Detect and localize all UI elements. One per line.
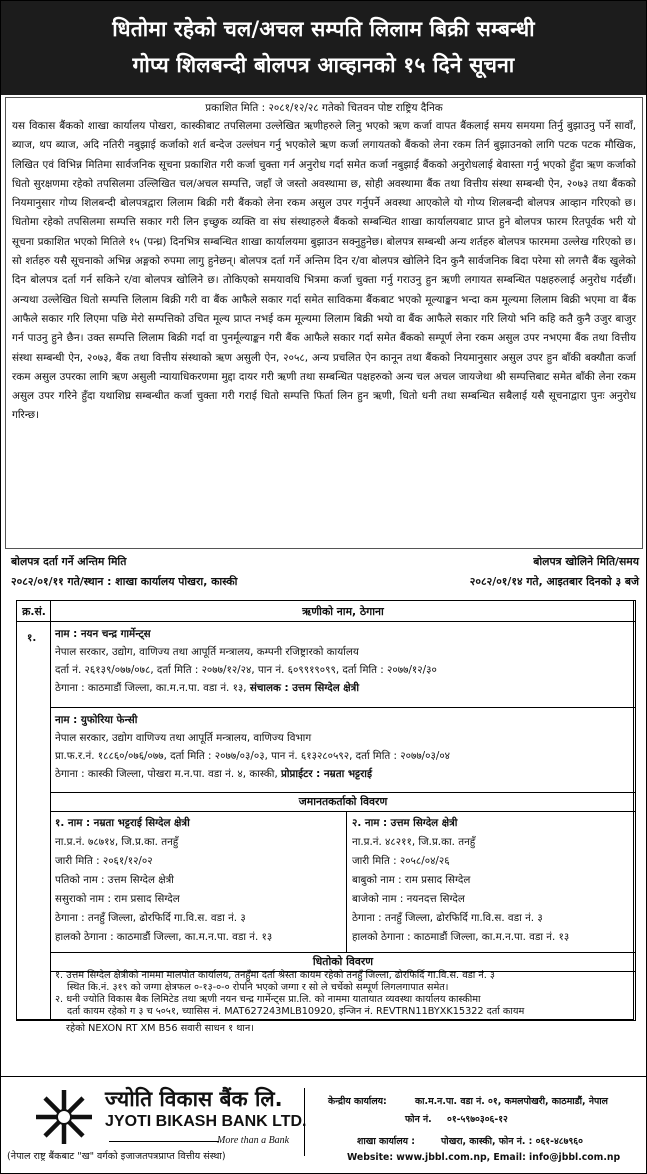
borrower-1-address-text: ठेगाना : काठमाडौं जिल्ला, का.म.न.पा. वडा नं. १३,	[55, 682, 247, 694]
borrower-2-registry: नेपाल सरकार, उद्योग वाणिज्य तथा आपूर्ति मन्त्रालय, वाणिज्य विभाग	[55, 732, 312, 744]
name-header: ऋणीको नाम, ठेगाना	[302, 605, 384, 618]
footer-separator	[304, 1088, 305, 1156]
guarantor-2-citizenship: ना.प्र.नं. ४८२११, जि.प्र.का. तनहुँ	[352, 836, 476, 848]
bank-name-nepali: ज्योति विकास बैंक लि.	[105, 1087, 283, 1111]
guarantor-2-address: ठेगाना : तनहुँ जिल्ला, ढोरफिर्दि गा.वि.स. वडा नं. ३	[352, 912, 543, 924]
branch-office-address: पोखरा, कास्की, फोन नं. : ०६१-४८७९६०	[441, 1136, 583, 1147]
notice-body-box	[5, 97, 643, 549]
borrower-1-director: संचालक : उत्तम सिग्देल क्षेत्री	[249, 682, 359, 694]
borrower-2-address	[55, 765, 372, 783]
guarantor-1-current-address: हालको ठेगाना : काठमाडौं जिल्ला, का.म.न.पा. वडा नं. १३	[55, 931, 273, 943]
borrower-2-name: नाम : युफोरिया फेन्सी	[55, 714, 138, 726]
notice-header	[1, 1, 646, 95]
opening-date-label: बोलपत्र खोलिने मिति/समय	[533, 555, 639, 568]
guarantor-1-address: ठेगाना : तनहुँ जिल्ला, ढोरफिर्दि गा.वि.स. वडा नं. ३	[55, 912, 246, 924]
central-office-label: केन्द्रीय कार्यालय:	[328, 1096, 387, 1107]
opening-date-value: २०८२/०१/१४ गते, आइतबार दिनको ३ बजे	[469, 575, 639, 588]
borrower-2-address-text: ठेगाना : कास्की जिल्ला, पोखरा म.न.पा. वडा नं. ४, कास्की,	[55, 768, 278, 780]
guarantor-2-name: २. नाम : उत्तम सिग्देल क्षेत्री	[352, 817, 458, 829]
phone-label: फोन नं.	[405, 1114, 432, 1125]
footer-divider	[1, 1076, 646, 1077]
bank-tagline: More than a Bank	[217, 1135, 290, 1146]
collateral-2-line2: दर्ता कायम रहेको ग ३ च ५०५१, च्यासिस नं. MAT627243MLB10920, इन्जिन नं. REVTRN11BYXK15322 दर्ता कायम	[67, 1006, 525, 1017]
notice-paragraph: यस विकास बैंकको शाखा कार्यालय पोखरा, कास्कीबाट तपसिलमा उल्लेखित ऋणीहरुले लिनु भएको ऋण कर्जा वापत बैंकलाई समय समयमा तिर्नु बुझाउनु पर्ने सावाँ, ब्याज, थप ब्याज, अदि नतिरी नबुझाई कर्जाको शर्त बन्देज उल्लंघन गर्नु भएकोले ऋण कर्जा लगायतको बैंकको लेना रकम तिर्न बुझाउनको लागि पटक पटक मौखिक, लिखित एवं विभिन्न मितिमा सार्वजनिक सूचना प्रकाशित गरी कर्जा चुक्ता गर्न अनुरोध गर्दा समेत कर्जा नबुझाई बैंकको अनुरोधलाई बेवास्ता गर्नु भएको हुँदा ऋण कर्जाको धितो सुरक्षणमा रहेको तपसिलमा उल्लिखित चल/अचल सम्पत्ति, जहाँ जे जस्तो अवस्थामा छ, सोही अवस्थामा बैंक तथा वित्तीय संस्था सम्बन्धी ऐन, २०७३ तथा बैंकको नियमानुसार गोप्य शिलबन्दी बोलपत्रद्वारा लिलाम बिक्री गरी बैंकको लेना रकम असुल उपर गर्नुपर्ने अवस्था आएकोले यो गोप्य शिलबन्दी बोलपत्र आव्हान गरिएको छ। धितोमा रहेको तपसिलमा सम्पत्ति सकार गरी लिन इच्छुक व्यक्ति वा संघ संस्थाहरुले बैंकको सम्बन्धित शाखा कार्यालयबाट प्राप्त हुने बोलपत्र फारम रितपूर्वक भरी यो सूचना प्रकाशित भएको मितिले १५ (पन्ध्र) दिनभित्र सम्बन्धित शाखा कार्यालयमा बुझाउन सक्नुहुनेछ। बोलपत्र सम्बन्धी अन्य शर्तहरु बोलपत्र फारममा उल्लेख गरिएको छ। सो शर्तहरु यसै सूचनाको अभिन्न अङ्गको रुपमा लागु हुनेछन्। बोलपत्र दर्ता गर्ने अन्तिम दिन र/वा बोलपत्र खोलिने दिन कुनै सार्वजनिक बिदा परेमा सो लगत्तै बैंक खुलेको दिन बोलपत्र दर्ता गर्न सकिने र/वा बोलपत्र खोलिने छ। तोकिएको समयावधि भित्रमा कर्जा चुक्ता गर्नु गराउनु हुन ऋणी लगायत सम्बन्धित पक्षहरुलाई अनुरोध गर्दछौं। अन्यथा उल्लेखित धितो सम्पत्ति लिलाम बिक्री गरी वा बैंक आफैले सकार गर्दा समेत साविकमा बैंकबाट भएको मूल्याङ्कन भन्दा कम मूल्यमा लिलाम बिक्री भएमा वा बैंक आफैले सकार गरि लिएमा पछि मेरो सम्पत्तिको उचित मूल्य प्राप्त नभई कम मूल्यमा लिलाम बिक्री भयो वा बैंक आफैले सकार गरि लियो भनि कहि कतै कुनै उजुर बाजुर गर्न पाउनु हुने छैन। उक्त सम्पत्ति लिलाम बिक्री गर्दा वा पुनर्मूल्याङ्कन गरी बैंक आफैले सकार गर्दा समेत बैंकको सम्पूर्ण लेना रकम असुल उपर नभएमा बैंक तथा वित्तीय संस्था सम्बन्धी ऐन, २०७३, बैंक तथा वित्तीय संस्थाको ऋण असुली ऐन, २०५८, अन्य प्रचलित ऐन कानून तथा बैंकको नियमानुसार असुल उपर हुन बाँकी बक्यौता कर्जा रकम असुल उपरका लागि ऋण असुली न्यायाधिकरणमा मुद्दा दायर गरी ऋणी तथा सम्बन्धित पक्षहरुको अन्य चल अचल जायजेथा श्री सम्पत्तिबाट समेत बाँकी लेना रकम असुल उपर गरिने हुँदा यथाशिघ्र सम्बन्धीत कर्जा चुक्ता गरी गराई धितो सम्पत्ति फिर्ता लिन हुन ऋणी, धितो धनी तथा सम्बन्धित सबैलाई यसै सूचनाद्वारा पुनः अनुरोध गरिन्छ।	[12, 120, 636, 422]
borrower-2-proprietor: प्रोप्राईटर : नम्रता भट्टराई	[281, 768, 373, 780]
website-email: Website: www.jbbl.com.np, Email: info@jbbl.com.np	[347, 1152, 621, 1163]
collateral-2-line1: २. धनी ज्योति विकास बैक लिमिटेड तथा ऋणी नयन चन्द्र गार्मेन्ट्स प्रा.लि. को नाममा यातायात व्यवस्था कार्यालय कास्कीमा	[55, 994, 481, 1005]
guarantor-1-issue-date: जारी मिति : २०६१/१२/०२	[55, 855, 153, 867]
guarantor-1-spouse: पतिको नाम : उत्तम सिग्देल क्षेत्री	[55, 874, 174, 886]
borrower-1-address	[55, 679, 359, 697]
guarantor-2-issue-date: जारी मिति : २०५८/०४/२६	[352, 855, 450, 867]
borrower-1-name: नाम : नयन चन्द्र गार्मेन्ट्स	[55, 628, 151, 640]
collateral-1-line1: १. उत्तम सिग्देल क्षेत्रीको नाममा मालपोत कार्यालय, तनहुँमा दर्ता श्रेस्ता कायम रहेको तनहुँ जिल्ला, ढोरफिर्दि गा.वि.स. वडा नं. ३	[55, 970, 495, 981]
collateral-1-line2: स्थित कि.नं. ३१९ को जग्गा क्षेत्रफल ०-१३-०-० रोपनि भएको जग्गा र सो ले चर्चेको सम्पूर्ण लिगलगापात समेत।	[67, 982, 449, 993]
guarantors-title: जमानतकर्ताको विवरण	[298, 795, 388, 808]
guarantor-2-grandfather: बाजेको नाम : नयनदत्त सिग्देल	[352, 893, 465, 905]
jyoti-bikash-bank-logo-icon	[34, 1088, 94, 1146]
header-title-line1: धितोमा रहेको चल/अचल सम्पति लिलाम बिक्री सम्बन्धी	[112, 17, 535, 41]
guarantor-1-father-in-law: ससुराको नाम : राम प्रसाद सिग्देल	[55, 893, 180, 905]
central-phone: ०१-५९७०३०६-१२	[447, 1114, 508, 1125]
borrower-table	[16, 600, 634, 1020]
license-note: (नेपाल राष्ट्र बैंकबाट "ख" वर्गको इजाजतपत्रप्राप्त वित्तीय संस्था)	[7, 1151, 226, 1162]
borrower-1-registry: नेपाल सरकार, उद्योग, वाणिज्य तथा आपूर्ति मन्त्रालय, कम्पनी रजिष्ट्रारको कार्यालय	[55, 646, 359, 658]
collateral-title: धितोको विवरण	[312, 955, 374, 968]
deadline-row	[5, 552, 643, 592]
registration-deadline-value: २०८२/०१/११ गते/स्थान : शाखा कार्यालय पोखरा, कास्की	[11, 575, 238, 588]
header-title-line2: गोप्य शिलबन्दी बोलपत्र आव्हानको १५ दिने सूचना	[132, 53, 515, 77]
publication-info: प्रकाशित मिति : २०८१/१२/२८ गतेको चितवन पोष्ट राष्ट्रिय दैनिक	[205, 102, 443, 114]
borrower-1-registration: दर्ता नं. २६१३९/०७७/०७८, दर्ता मिति : २०७७/१२/२४, पान नं. ६०९९१९०९९, दर्ता मिति : २०७७/१२/३०	[55, 664, 437, 676]
registration-deadline-label: बोलपत्र दर्ता गर्ने अन्तिम मिति	[11, 555, 127, 568]
collateral-2-line3: रहेको NEXON RT XM B56 सवारी साधन १ थान।	[66, 1023, 254, 1034]
borrower-2-registration: प्रा.फ.र.नं. १८८६०/०७६/०७७, दर्ता मिति : २०७७/०३/०३, पान नं. ६१३२८०५९२, दर्ता मिति : २०७७/०३/०४	[55, 750, 451, 762]
central-office-address: का.म.न.पा. वडा नं. ०१, कमलपोखरी, काठमाडौं, नेपाल	[415, 1096, 608, 1107]
sn-column	[16, 621, 51, 1021]
branch-office-label: शाखा कार्यालय :	[357, 1136, 415, 1147]
serial-number: १.	[27, 632, 37, 644]
sn-header: क्र.सं.	[22, 605, 46, 618]
guarantor-1-citizenship: ना.प्र.नं. ७८७१४, जि.प्र.का. तनहुँ	[55, 836, 179, 848]
guarantor-1-name: १. नाम : नम्रता भट्टराई सिग्देल क्षेत्री	[55, 817, 190, 829]
guarantor-2-father: बाबुको नाम : राम प्रसाद सिग्देल	[352, 874, 471, 886]
guarantor-2-current-address: हालको ठेगाना : काठमाडौं जिल्ला, का.म.न.पा. वडा नं. १३	[352, 931, 570, 943]
bank-name-english: JYOTI BIKASH BANK LTD.	[105, 1113, 307, 1130]
